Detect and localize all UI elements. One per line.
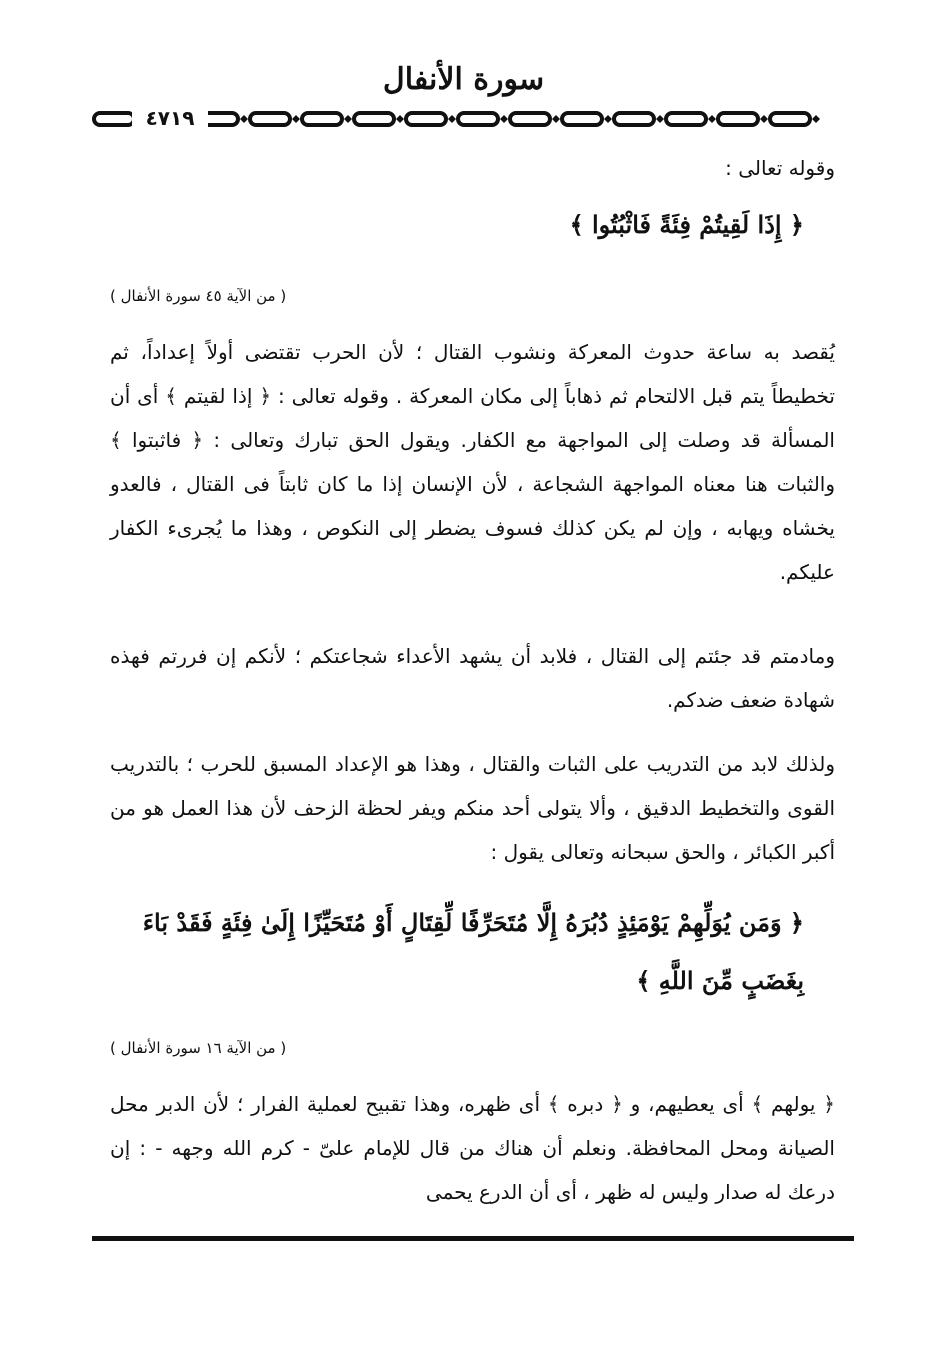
chain-link [770,113,810,125]
surah-title: سورة الأنفال [382,62,545,97]
page-number: ٤٧١٩ [132,103,208,133]
chain-diamond [552,115,560,123]
chain-link [302,113,342,125]
chain-link [562,113,602,125]
chain-diamond [708,115,716,123]
quran-verse-1: ﴿ إِذَا لَقِيتُمْ فِئَةً فَاثْبُتُوا ﴾ [569,210,804,239]
chain-diamond [240,115,248,123]
chain-link [94,113,134,125]
chain-diamond [812,115,820,123]
chain-diamond [760,115,768,123]
chain-link [250,113,290,125]
paragraph-3: ولذلك لابد من التدريب على الثبات والقتال ، وهذا هو الإعداد المسبق للحرب ؛ بالتدريب القوى والتخطيط الدقيق ، وألا يتولى أحد منكم ويفر لحظة الزحف لأن هذا العمل هو من أكبر الكبائر ، والحق سبحانه وتعالى يقول : [110,752,835,864]
chain-link [354,113,394,125]
chain-diamond [448,115,456,123]
bottom-rule [92,1236,854,1241]
chain-diamond [292,115,300,123]
chain-diamond [656,115,664,123]
chain-diamond [344,115,352,123]
chain-link [614,113,654,125]
chain-link [718,113,758,125]
quran-verse-2: ﴿ وَمَن يُوَلِّهِمْ يَوْمَئِذٍ دُبُرَهُ إِلَّا مُتَحَرِّفًا لِّقِتَالٍ أَوْ مُتَحَيِّزًا إِلَىٰ فِئَةٍ فَقَدْ بَاءَ بِغَضَبٍ مِّنَ اللَّهِ ﴾ [142,908,804,995]
chain-link [666,113,706,125]
intro-line: وقوله تعالى : [725,156,835,180]
verse-reference-1: ( من الآية ٤٥ سورة الأنفال ) [110,287,287,305]
chain-link [510,113,550,125]
chain-diamond [396,115,404,123]
paragraph-1: يُقصد به ساعة حدوث المعركة ونشوب القتال ؛ لأن الحرب تقتضى أولاً إعداداً، ثم تخطيطاً يتم قبل الالتحام ثم ذهاباً إلى مكان المعركة . وقوله تعالى : ﴿ إذا لقيتم ﴾ أى أن المسألة قد وصلت إلى المواجهة مع الكفار. ويقول الحق تبارك وتعالى : ﴿ فاثبتوا ﴾ والثبات هنا معناه المواجهة الشجاعة ، لأن الإنسان إذا ما كان ثابتاً فى القتال ، فالعدو يخشاه ويهابه ، وإن لم يكن كذلك فسوف يضطر إلى النكوص ، وهذا ما يُجرىء الكفار عليكم. [110,340,835,584]
verse-reference-2: ( من الآية ١٦ سورة الأنفال ) [110,1039,287,1057]
chain-diamond [500,115,508,123]
paragraph-2: ومادمتم قد جئتم إلى القتال ، فلابد أن يشهد الأعداء شجاعتكم ؛ لأنكم إن فررتم فهذه شهادة ضعف ضدكم. [110,644,835,712]
chain-link [406,113,446,125]
paragraph-4: ﴿ يولهم ﴾ أى يعطيهم، و ﴿ دبره ﴾ أى ظهره، وهذا تقبيح لعملية الفرار ؛ لأن الدبر محل الصيانة ومحل المحافظة. ونعلم أن هناك من قال للإمام علىّ - كرم الله وجهه - : إن درعك له صدار وليس له ظهر ، أى أن الدرع يحمى [110,1092,835,1204]
chain-link [458,113,498,125]
chain-diamond [604,115,612,123]
